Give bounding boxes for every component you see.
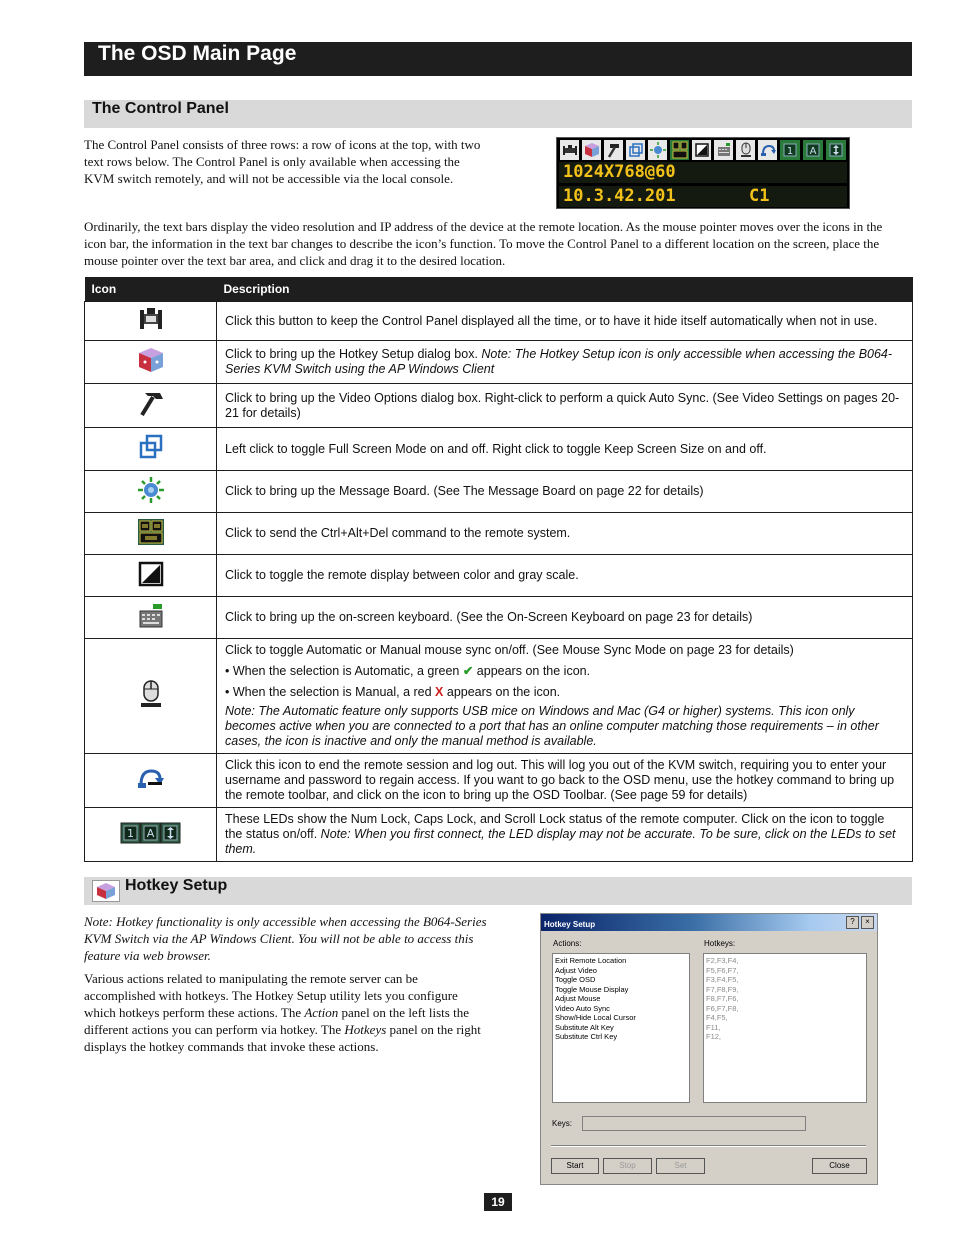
list-item[interactable]: Toggle Mouse Display	[555, 984, 629, 994]
table-row	[85, 513, 913, 555]
table-icon-cell	[85, 471, 217, 513]
table-description-text: These LEDs show the Num Lock, Caps Lock, and Scroll Lock status of the remote computer. Click on the icon to toggle the status on/off.	[225, 812, 885, 841]
mouse-sync-bullet-automatic	[225, 664, 904, 679]
exit-icon	[758, 140, 777, 160]
list-item[interactable]: F3,F4,F5,	[706, 975, 739, 984]
table-icon-cell	[85, 428, 217, 471]
table-row	[85, 639, 913, 754]
grayscale-icon	[692, 140, 711, 160]
table-description: Click to send the Ctrl+Alt+Del command to the remote system.	[217, 513, 913, 555]
start-button[interactable]: Start	[551, 1158, 599, 1174]
svg-text:A: A	[809, 146, 817, 157]
table-icon-cell	[85, 639, 217, 754]
table-description: Click this icon to end the remote session and log out. This will log you out of the KVM switch, requiring you to enter your username and password to regain access. If you want to go back to the OSD menu, use the hotkey command to bring up the remote toolbar, and click on the icon to bring up the OSD Toolbar. (See page 59 for details)	[217, 754, 913, 808]
list-item[interactable]: F5,F6,F7,	[706, 965, 739, 975]
actions-list[interactable]	[552, 953, 690, 1103]
table-row	[85, 471, 913, 513]
list-item[interactable]: F12,	[706, 1032, 722, 1041]
list-item[interactable]: Video Auto Sync	[555, 1003, 610, 1013]
keys-input[interactable]	[582, 1116, 806, 1131]
bullet-text: appears on the icon.	[473, 664, 591, 678]
hotkeys-label: Hotkeys:	[704, 939, 736, 948]
page-number: 19	[484, 1193, 512, 1211]
table-header-description: Description	[217, 277, 913, 302]
control-panel-icon-row	[560, 140, 846, 162]
bullet-text: appears on the icon.	[443, 685, 561, 699]
hammer-icon	[136, 390, 166, 418]
hotkey-section-bar	[84, 877, 912, 905]
control-panel-ip-line	[559, 186, 847, 207]
control-panel-heading: The Control Panel	[92, 100, 229, 117]
fullscreen-icon	[136, 433, 166, 461]
table-row	[85, 597, 913, 639]
list-item[interactable]: Exit Remote Location	[555, 956, 627, 965]
hotkey-setup-dialog	[540, 913, 878, 1185]
num-lock-led-icon	[780, 140, 800, 160]
table-icon-cell	[85, 513, 217, 555]
table-description-note: Note: When you first connect, the LED display may not be accurate. To be sure, click on the LEDs to set them.	[225, 827, 896, 856]
svg-text:1: 1	[786, 146, 794, 157]
ctrl-alt-del-icon	[670, 140, 689, 160]
table-header-icon: Icon	[85, 277, 217, 302]
control-panel-resolution: 1024X768@60	[559, 162, 847, 183]
fullscreen-icon	[626, 140, 645, 160]
list-item[interactable]: Toggle OSD	[555, 975, 596, 984]
table-description: Click this button to keep the Control Panel displayed all the time, or to have it hide itself automatically when not in use.	[217, 302, 913, 341]
table-description: Click to toggle the remote display between color and gray scale.	[217, 555, 913, 597]
hotkey-paragraph-text: panel on the right displays the hotkey commands that invoke these actions.	[84, 1022, 481, 1054]
hotkey-paragraph-text: panel on the left lists the different actions you can perform via hotkey. The	[84, 1005, 469, 1037]
svg-text:A: A	[146, 826, 154, 840]
table-description: Left click to toggle Full Screen Mode on and off. Right click to toggle Keep Screen Size on and off.	[217, 428, 913, 471]
hotkeys-word: Hotkeys	[344, 1022, 387, 1037]
message-board-icon	[136, 476, 166, 504]
hotkey-paragraph-text: Various actions related to manipulating the remote server can be accomplished with hotkeys. The Hotkey Setup utility lets you configure which hotkeys perform these actions. The	[84, 971, 458, 1020]
table-row	[85, 555, 913, 597]
caps-lock-led-icon	[803, 140, 823, 160]
close-icon[interactable]: ×	[861, 916, 874, 929]
keys-label: Keys:	[552, 1119, 573, 1128]
table-header-row	[85, 277, 913, 302]
list-item[interactable]: Adjust Mouse	[555, 994, 601, 1003]
list-item[interactable]: F11,	[706, 1022, 721, 1032]
control-panel-intro: The Control Panel consists of three rows: a row of icons at the top, with two text rows below. The Control Panel is only available when accessing the KVM switch remotely, and will not be accessible via the local console.	[84, 137, 481, 186]
dialog-divider	[551, 1145, 866, 1147]
control-panel-section-bar	[84, 100, 912, 128]
bullet-text: • When the selection is Manual, a red	[225, 685, 436, 699]
table-row	[85, 384, 913, 428]
control-panel-channel: C1	[749, 186, 770, 206]
hotkeys-list[interactable]	[703, 953, 867, 1103]
green-check-icon: ✔	[462, 664, 474, 678]
control-panel-image	[556, 137, 850, 209]
control-panel-paragraph: Ordinarily, the text bars display the video resolution and IP address of the device at the remote location. As the mouse pointer moves over the icons in the icon bar, the information in the text bar changes to describe the icon’s function. To move the Control Panel to a different location on the screen, place the mouse pointer over the text bar area, and click and drag it to the desired location.	[84, 219, 883, 268]
bullet-text: • When the selection is Automatic, a green	[225, 664, 463, 678]
scroll-lock-led-icon	[826, 140, 846, 160]
keyboard-icon	[136, 602, 166, 630]
list-item[interactable]: Adjust Video	[555, 965, 597, 975]
table-row	[85, 428, 913, 471]
table-icon-cell	[85, 555, 217, 597]
list-item[interactable]: F8,F7,F6,	[706, 994, 739, 1003]
hotkey-cube-icon	[136, 346, 166, 374]
list-item[interactable]: F6,F7,F8,	[706, 1003, 739, 1013]
list-item[interactable]: F7,F8,F9,	[706, 984, 739, 994]
exit-icon	[136, 765, 166, 793]
actions-label: Actions:	[553, 939, 582, 948]
mouse-sync-text: Click to toggle Automatic or Manual mouse sync on/off. (See Mouse Sync Mode on page 23 for details)	[225, 643, 794, 657]
table-description: Click to bring up the Message Board. (See The Message Board on page 22 for details)	[217, 471, 913, 513]
pin-icon	[136, 305, 166, 333]
list-item[interactable]: F2,F3,F4,	[706, 956, 739, 965]
keyboard-icon	[714, 140, 733, 160]
table-row	[85, 808, 913, 862]
mouse-sync-note: Note: The Automatic feature only supports USB mice on Windows and Mac (G4 or higher) systems. This icon only becomes active when you are connected to a port that has an online computer matching those requirements – in other cases, the icon is inactive and only the manual method is available.	[225, 704, 879, 748]
dialog-window-buttons	[846, 916, 874, 929]
stop-button[interactable]: Stop	[603, 1158, 652, 1174]
grayscale-icon	[136, 560, 166, 588]
table-description	[217, 808, 913, 862]
hotkey-note: Note: Hotkey functionality is only accessible when accessing the B064-Series KVM Switch via the AP Windows Client. You will not be able to access this feature via web browser.	[84, 914, 487, 963]
lock-leds-icon	[120, 821, 182, 845]
list-item[interactable]: Substitute Ctrl Key	[555, 1032, 618, 1041]
table-row	[85, 754, 913, 808]
table-description: Click to bring up the Video Options dialog box. Right-click to perform a quick Auto Sync. (See Video Settings on pages 20-21 for details)	[217, 384, 913, 428]
help-icon[interactable]: ?	[846, 916, 859, 929]
table-icon-cell	[85, 302, 217, 341]
svg-text:1: 1	[126, 826, 134, 840]
hotkey-paragraph	[84, 970, 489, 1055]
red-x-icon: X	[435, 685, 444, 699]
hotkey-cube-icon	[582, 140, 601, 160]
icon-description-table	[84, 277, 913, 862]
table-icon-cell	[85, 597, 217, 639]
table-icon-cell	[85, 384, 217, 428]
mouse-icon	[136, 680, 166, 708]
message-board-icon	[648, 140, 667, 160]
table-icon-cell	[85, 808, 217, 862]
table-description	[217, 341, 913, 384]
list-item[interactable]: F4,F5,	[706, 1013, 728, 1022]
hotkey-cube-icon	[92, 880, 120, 902]
list-item[interactable]: Show/Hide Local Cursor	[555, 1013, 636, 1022]
set-button[interactable]: Set	[656, 1158, 705, 1174]
table-row	[85, 302, 913, 341]
dialog-title: Hotkey Setup	[544, 920, 596, 929]
table-icon-cell	[85, 754, 217, 808]
ctrl-alt-del-icon	[136, 518, 166, 546]
hotkey-heading: Hotkey Setup	[125, 877, 228, 894]
dialog-titlebar	[541, 914, 877, 931]
table-description: Click to bring up the on-screen keyboard. (See the On-Screen Keyboard on page 23 for details)	[217, 597, 913, 639]
page-title: The OSD Main Page	[98, 42, 297, 65]
table-description	[217, 639, 913, 754]
pin-icon	[560, 140, 579, 160]
mouse-icon	[736, 140, 755, 160]
page-title-bar	[84, 42, 912, 76]
list-item[interactable]: Substitute Alt Key	[555, 1022, 614, 1032]
control-panel-ip: 10.3.42.201	[563, 186, 676, 206]
table-description-text: Click to bring up the Hotkey Setup dialog box.	[225, 347, 482, 361]
table-row	[85, 341, 913, 384]
table-description-note: Note: The Hotkey Setup icon is only accessible when accessing the B064-Series KVM Switch using the AP Windows Client	[225, 347, 893, 376]
mouse-sync-bullet-manual	[225, 685, 904, 700]
action-word: Action	[304, 1005, 339, 1020]
table-icon-cell	[85, 341, 217, 384]
hammer-icon	[604, 140, 623, 160]
close-button[interactable]: Close	[812, 1158, 867, 1174]
